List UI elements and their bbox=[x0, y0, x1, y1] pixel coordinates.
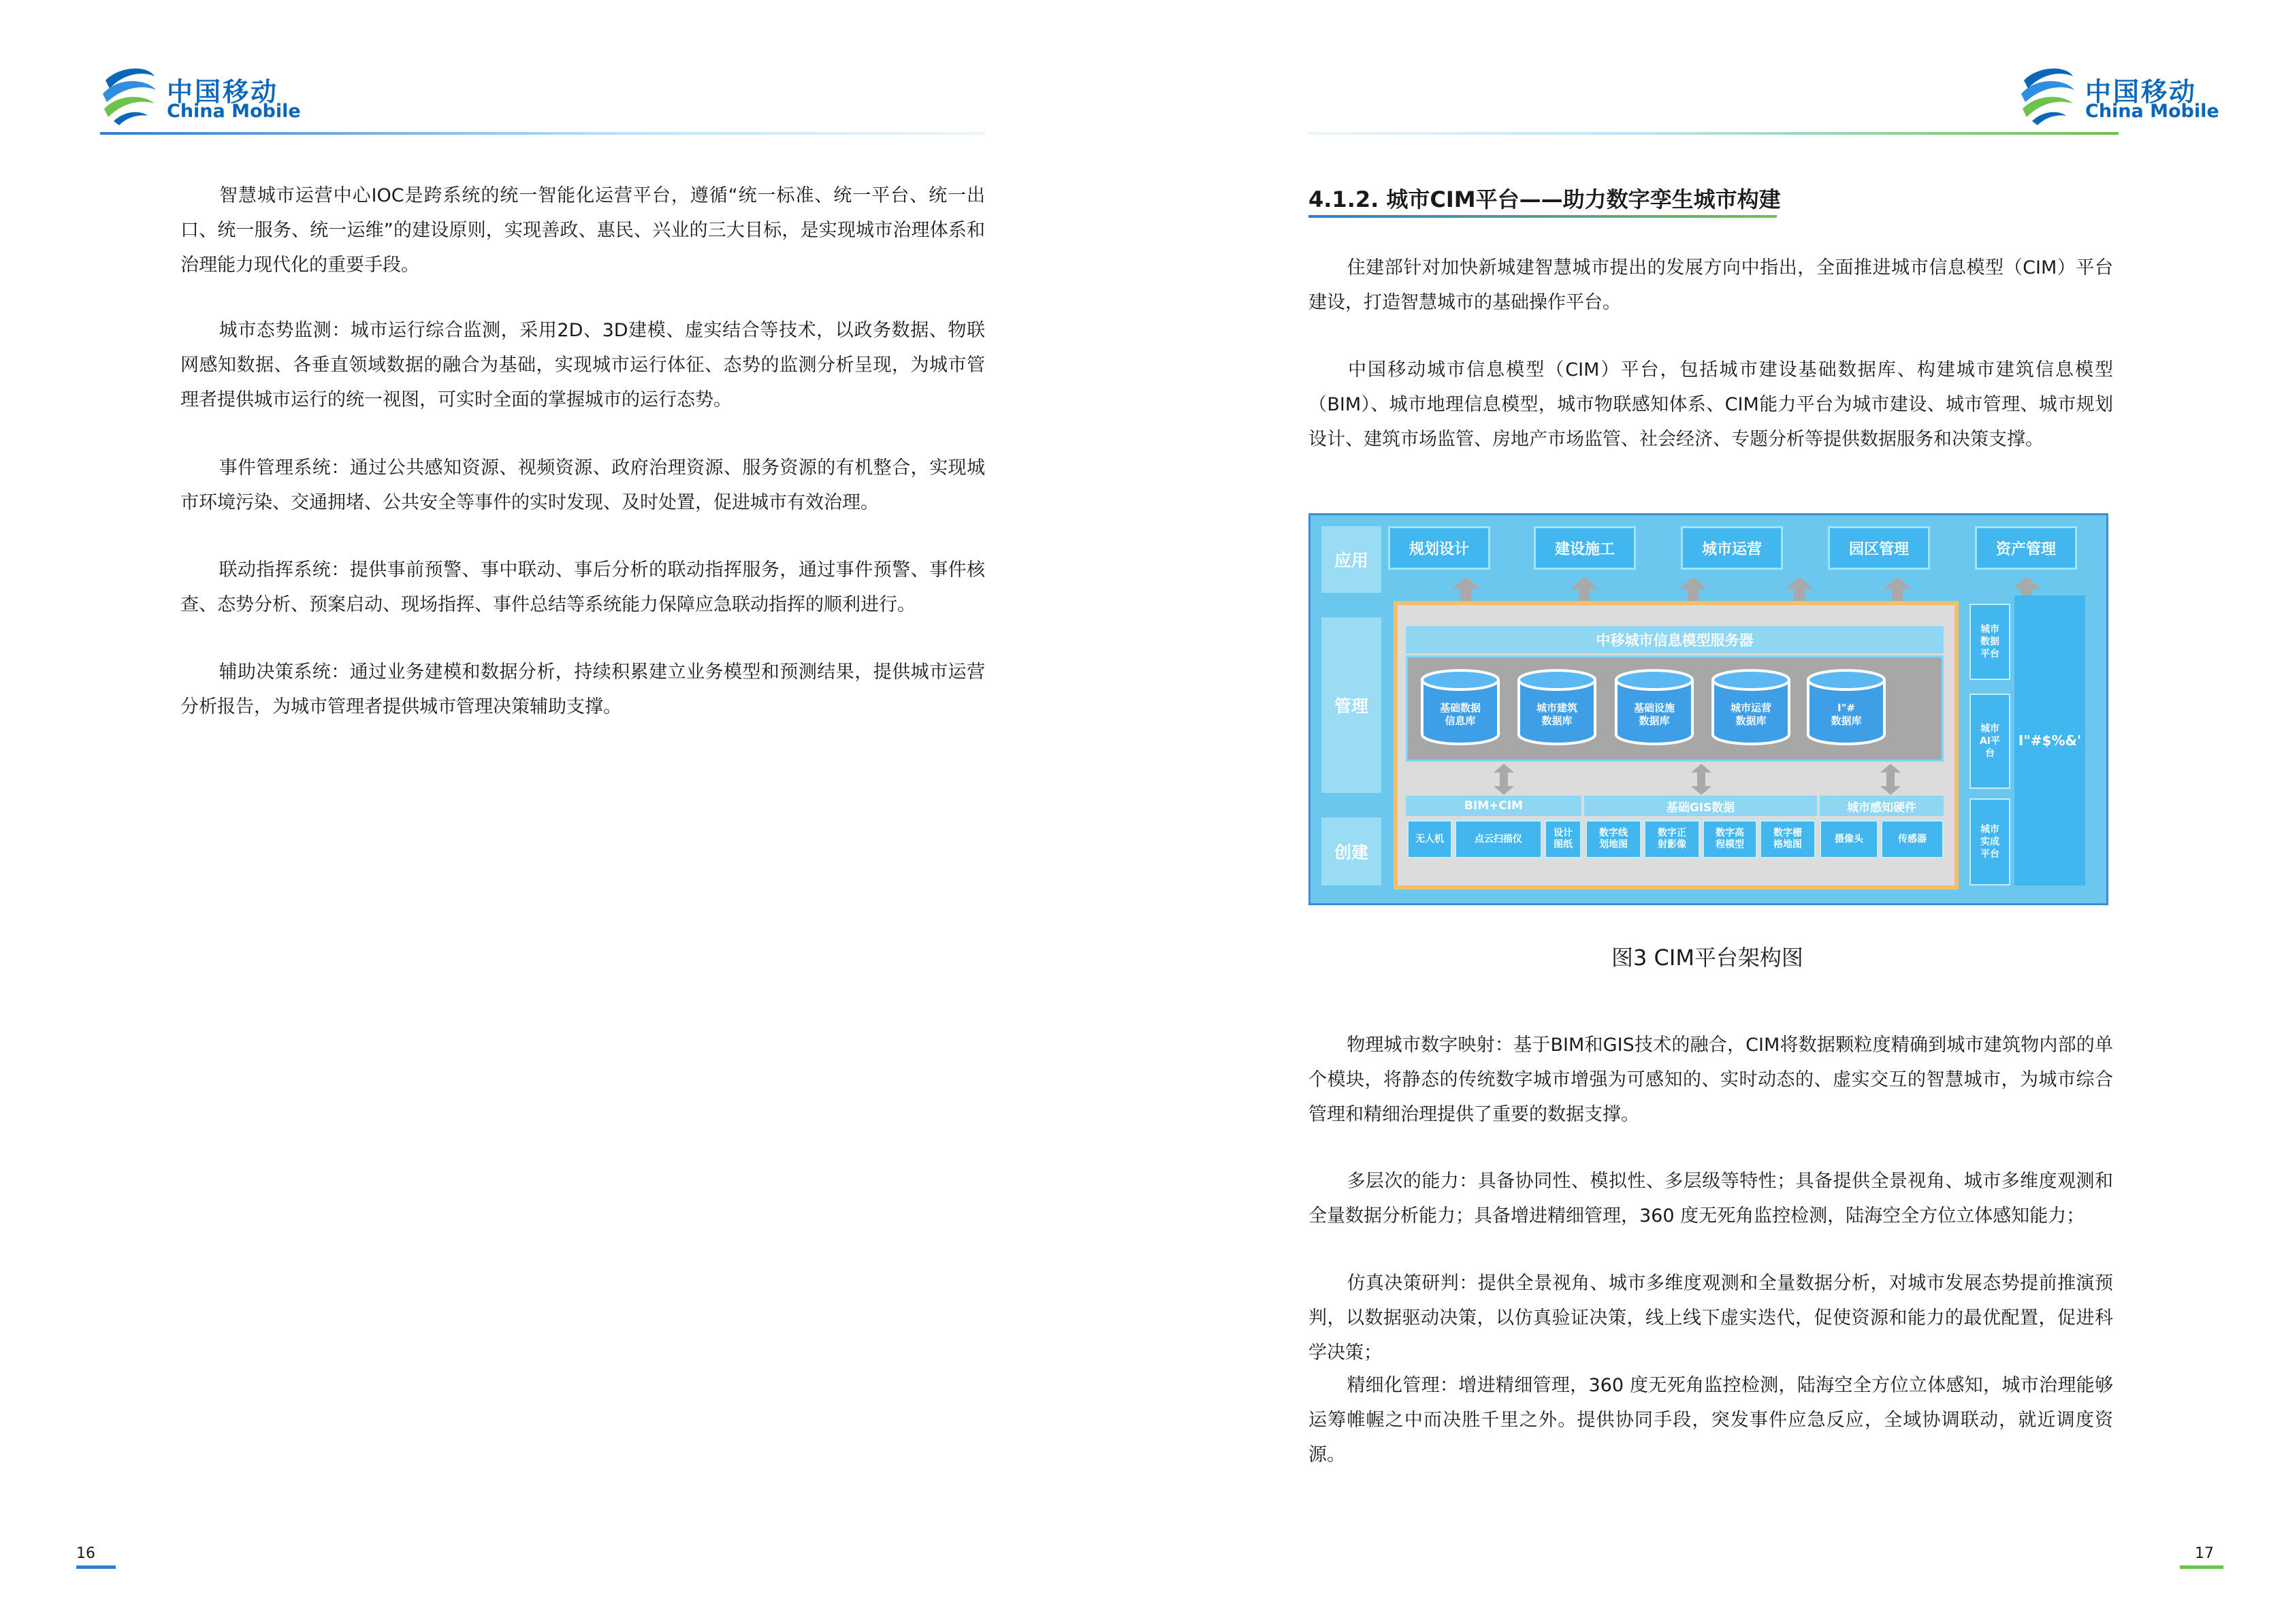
cim-architecture-diagram bbox=[1308, 513, 2108, 905]
data-source-cell: 数字线 划地图 bbox=[1586, 820, 1641, 858]
right-capability-column: I"#$%&' bbox=[2014, 596, 2085, 886]
page-number-underline-right bbox=[2180, 1565, 2223, 1569]
figure-caption: 图3 CIM平台架构图 bbox=[1611, 945, 1803, 971]
double-arrow-icon bbox=[1690, 764, 1712, 795]
database-cylinder: 基础设施 数据库 bbox=[1613, 669, 1695, 747]
brand-name-cn: 中国移动 bbox=[2085, 77, 2198, 107]
database-cylinder: 城市建筑 数据库 bbox=[1516, 669, 1598, 747]
app-box-planning: 规划设计 bbox=[1388, 526, 1490, 570]
platform-side-cell: 城市 实成 平台 bbox=[1969, 798, 2010, 886]
row-label-management: 管理 bbox=[1321, 617, 1381, 793]
database-cylinder: I"# 数据库 bbox=[1805, 669, 1887, 747]
data-source-cell: 传感器 bbox=[1881, 820, 1944, 858]
data-source-cell: 设计 图纸 bbox=[1545, 820, 1581, 858]
header-rule-right bbox=[1308, 132, 2119, 135]
group-header-sensing-hardware: 城市感知硬件 bbox=[1820, 796, 1944, 816]
section-title-underline bbox=[1308, 215, 1777, 218]
row-label-creation: 创建 bbox=[1321, 817, 1381, 886]
brand-name-en: China Mobile bbox=[2085, 101, 2219, 122]
app-box-construction: 建设施工 bbox=[1534, 526, 1636, 570]
double-arrow-icon bbox=[1880, 764, 1901, 795]
left-paragraph-2: 城市态势监测：城市运行综合监测，采用2D、3D建模、虚实结合等技术，以政务数据、物联网感知数据、各垂直领域数据的融合为基础，实现城市运行体征、态势的监测分析呈现，为城市管理者提供城市运行的统一视图，可实时全面的掌握城市的运行态势。 bbox=[180, 320, 985, 410]
left-paragraph-4: 联动指挥系统：提供事前预警、事中联动、事后分析的联动指挥服务，通过事件预警、事件核查、态势分析、预案启动、现场指挥、事件总结等系统能力保障应急联动指挥的顺利进行。 bbox=[180, 559, 985, 615]
right-body-paragraph-3: 仿真决策研判：提供全景视角、城市多维度观测和全量数据分析，对城市发展态势提前推演预判，以数据驱动决策，以仿真验证决策，线上线下虚实迭代，促使资源和能力的最优配置，促进科学决策； bbox=[1308, 1273, 2113, 1363]
cim-server-bar: 中移城市信息模型服务器 bbox=[1406, 626, 1944, 653]
brand-name-en: China Mobile bbox=[167, 101, 301, 122]
platform-side-cell: 城市 数据 平台 bbox=[1969, 604, 2010, 680]
data-source-cell: 数字高 程模型 bbox=[1703, 820, 1757, 858]
app-box-park: 园区管理 bbox=[1828, 526, 1930, 570]
page-number-underline-left bbox=[76, 1565, 116, 1569]
left-paragraph-5: 辅助决策系统：通过业务建模和数据分析，持续积累建立业务模型和预测结果，提供城市运营分析报告，为城市管理者提供城市管理决策辅助支撑。 bbox=[180, 662, 985, 717]
database-cylinder: 城市运营 数据库 bbox=[1710, 669, 1792, 747]
header-rule-left bbox=[100, 132, 985, 135]
platform-side-cell: 城市 AI平 台 bbox=[1969, 694, 2010, 789]
row-label-application: 应用 bbox=[1321, 526, 1381, 593]
group-header-bim-cim: BIM+CIM bbox=[1406, 796, 1581, 816]
data-source-cell: 点云扫描仪 bbox=[1455, 820, 1542, 858]
right-intro-paragraph-1: 住建部针对加快新城建智慧城市提出的发展方向中指出，全面推进城市信息模型（CIM）平台建设，打造智慧城市的基础操作平台。 bbox=[1308, 257, 2113, 313]
left-paragraph-1: 智慧城市运营中心IOC是跨系统的统一智能化运营平台，遵循“统一标准、统一平台、统一出口、统一服务、统一运维”的建设原则，实现善政、惠民、兴业的三大目标，是实现城市治理体系和治理能力现代化的重要手段。 bbox=[180, 185, 985, 276]
page-number-left: 16 bbox=[76, 1545, 95, 1562]
right-body-paragraph-2: 多层次的能力：具备协同性、模拟性、多层级等特性；具备提供全景视角、城市多维度观测和全量数据分析能力；具备增进精细管理，360 度无死角监控检测，陆海空全方位立体感知能力； bbox=[1308, 1171, 2113, 1227]
data-source-cell: 数字正 射影像 bbox=[1644, 820, 1700, 858]
brand-name-cn: 中国移动 bbox=[167, 77, 279, 107]
app-box-operation: 城市运营 bbox=[1681, 526, 1783, 570]
right-intro-paragraph-2: 中国移动城市信息模型（CIM）平台，包括城市建设基础数据库、构建城市建筑信息模型（BIM）、城市地理信息模型，城市物联感知体系、CIM能力平台为城市建设、城市管理、城市规划设计、建筑市场监管、房地产市场监管、社会经济、专题分析等提供数据服务和决策支撑。 bbox=[1308, 359, 2113, 450]
data-source-cell: 摄像头 bbox=[1820, 820, 1878, 858]
data-source-cell: 数字栅 格地图 bbox=[1760, 820, 1816, 858]
right-body-paragraph-1: 物理城市数字映射：基于BIM和GIS技术的融合，CIM将数据颗粒度精确到城市建筑物内部的单个模块，将静态的传统数字城市增强为可感知的、实时动态的、虚实交互的智慧城市，为城市综合管理和精细治理提供了重要的数据支撑。 bbox=[1308, 1035, 2113, 1125]
app-box-asset: 资产管理 bbox=[1975, 526, 2077, 570]
left-paragraph-3: 事件管理系统：通过公共感知资源、视频资源、政府治理资源、服务资源的有机整合，实现城市环境污染、交通拥堵、公共安全等事件的实时发现、及时处置，促进城市有效治理。 bbox=[180, 457, 985, 513]
section-title: 4.1.2. 城市CIM平台——助力数字孪生城市构建 bbox=[1308, 186, 1781, 212]
page-number-right: 17 bbox=[2195, 1545, 2214, 1562]
data-source-cell: 无人机 bbox=[1407, 820, 1452, 858]
double-arrow-icon bbox=[1493, 764, 1515, 795]
group-header-gis-data: 基础GIS数据 bbox=[1584, 796, 1817, 816]
database-cylinder: 基础数据 信息库 bbox=[1419, 669, 1501, 747]
china-mobile-logo-icon bbox=[2018, 61, 2077, 127]
right-body-paragraph-4: 精细化管理：增进精细管理，360 度无死角监控检测，陆海空全方位立体感知，城市治理能够运筹帷幄之中而决胜千里之外。提供协同手段，突发事件应急反应，全域协调联动，就近调度资源。 bbox=[1308, 1375, 2113, 1465]
china-mobile-logo-icon bbox=[100, 61, 159, 127]
